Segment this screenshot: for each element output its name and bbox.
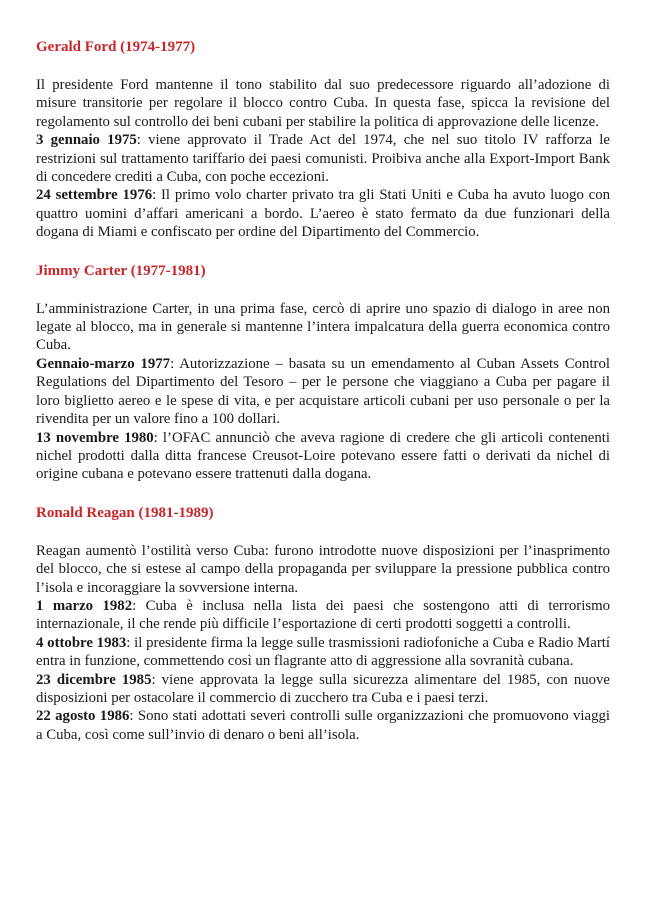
entry-date: 22 agosto 1986 <box>36 708 130 725</box>
entry-text: : l’OFAC annunciò che aveva ragione di credere che gli articoli contenenti nichel prodotti dalla ditta francese Creusot-Loire potevano essere fatti o derivati da nichel di origine cubana e potevano essere trattenuti dalla dogana. <box>36 429 610 483</box>
section-ford <box>36 36 610 242</box>
timeline-entry <box>36 131 610 186</box>
entry-text: : Sono stati adottati severi controlli sulle organizzazioni che promuovono viaggi a Cuba, così come sull’invio di denaro o beni all’isola. <box>36 708 610 743</box>
entry-text: : viene approvata la legge sulla sicurezza alimentare del 1985, con nuove disposizioni per ostacolare il commercio di zucchero tra Cuba e i paesi terzi. <box>36 671 610 706</box>
entry-date: 23 dicembre 1985 <box>36 671 152 688</box>
section-reagan <box>36 502 610 744</box>
document-page <box>36 36 610 762</box>
timeline-entry <box>36 355 610 429</box>
entry-date: 3 gennaio 1975 <box>36 132 137 149</box>
entry-text: : Autorizzazione – basata su un emendamento al Cuban Assets Control Regulations del Dipartimento del Tesoro – per le persone che viaggiano a Cuba per pagare il loro biglietto aereo e le spese di vita, e per acquistare articoli cubani per uso personale o per la rivendita per un valore fino a 100 dollari. <box>36 355 610 428</box>
section-intro: Il presidente Ford mantenne il tono stabilito dal suo predecessore riguardo all’adozione di misure transitorie per regolare il blocco contro Cuba. In questa fase, spicca la revisione del regolamento sul controllo dei beni cubani per stabilire la politica di approvazione delle licenze. <box>36 77 610 130</box>
entry-date: 13 novembre 1980 <box>36 429 154 446</box>
timeline-entry <box>36 186 610 241</box>
entry-text: : il presidente firma la legge sulle trasmissioni radiofoniche a Cuba e Radio Martí entra in funzione, commettendo così un flagrante atto di aggressione alla sovranità cubana. <box>36 634 610 670</box>
section-carter <box>36 260 610 484</box>
entry-text: : Il primo volo charter privato tra gli Stati Uniti e Cuba ha avuto luogo con quattro uomini d’affari americani a bordo. L’aereo è stato fermato da due funzionari della dogana di Miami e confiscato per ordine del Dipartimento del Commercio. <box>36 187 610 241</box>
entry-date: Gennaio-marzo 1977 <box>36 355 171 372</box>
timeline-entry <box>36 429 610 484</box>
entry-text: : Cuba è inclusa nella lista dei paesi che sostengono atti di terrorismo internazionale, il che rende più difficile l’esportazione di certi prodotti soggetti a controlli. <box>36 597 610 633</box>
entry-date: 4 ottobre 1983 <box>36 634 127 651</box>
timeline-entry <box>36 634 610 671</box>
timeline-entry <box>36 597 610 634</box>
section-intro: Reagan aumentò l’ostilità verso Cuba: furono introdotte nuove disposizioni per l’inasprimento del blocco, che si estese al campo della propaganda per sviluppare la pressione pubblica contro l’isola e incoraggiare la sovversione interna. <box>36 542 610 596</box>
timeline-entry <box>36 671 610 708</box>
section-title: Ronald Reagan (1981-1989) <box>36 504 214 521</box>
entry-date: 24 settembre 1976 <box>36 187 153 204</box>
entry-text: : viene approvato il Trade Act del 1974, che nel suo titolo IV rafforza le restrizioni sul trattamento tariffario dei paesi comunisti. Proibiva anche alla Export-Import Bank di concedere crediti a Cuba, con poche eccezioni. <box>36 132 610 186</box>
section-intro: L’amministrazione Carter, in una prima fase, cercò di aprire uno spazio di dialogo in aree non legate al blocco, ma in generale si mantenne l’intera impalcatura della guerra economica contro Cuba. <box>36 300 610 354</box>
section-title: Jimmy Carter (1977-1981) <box>36 262 206 279</box>
section-title: Gerald Ford (1974-1977) <box>36 39 196 55</box>
entry-date: 1 marzo 1982 <box>36 597 133 614</box>
timeline-entry <box>36 707 610 744</box>
